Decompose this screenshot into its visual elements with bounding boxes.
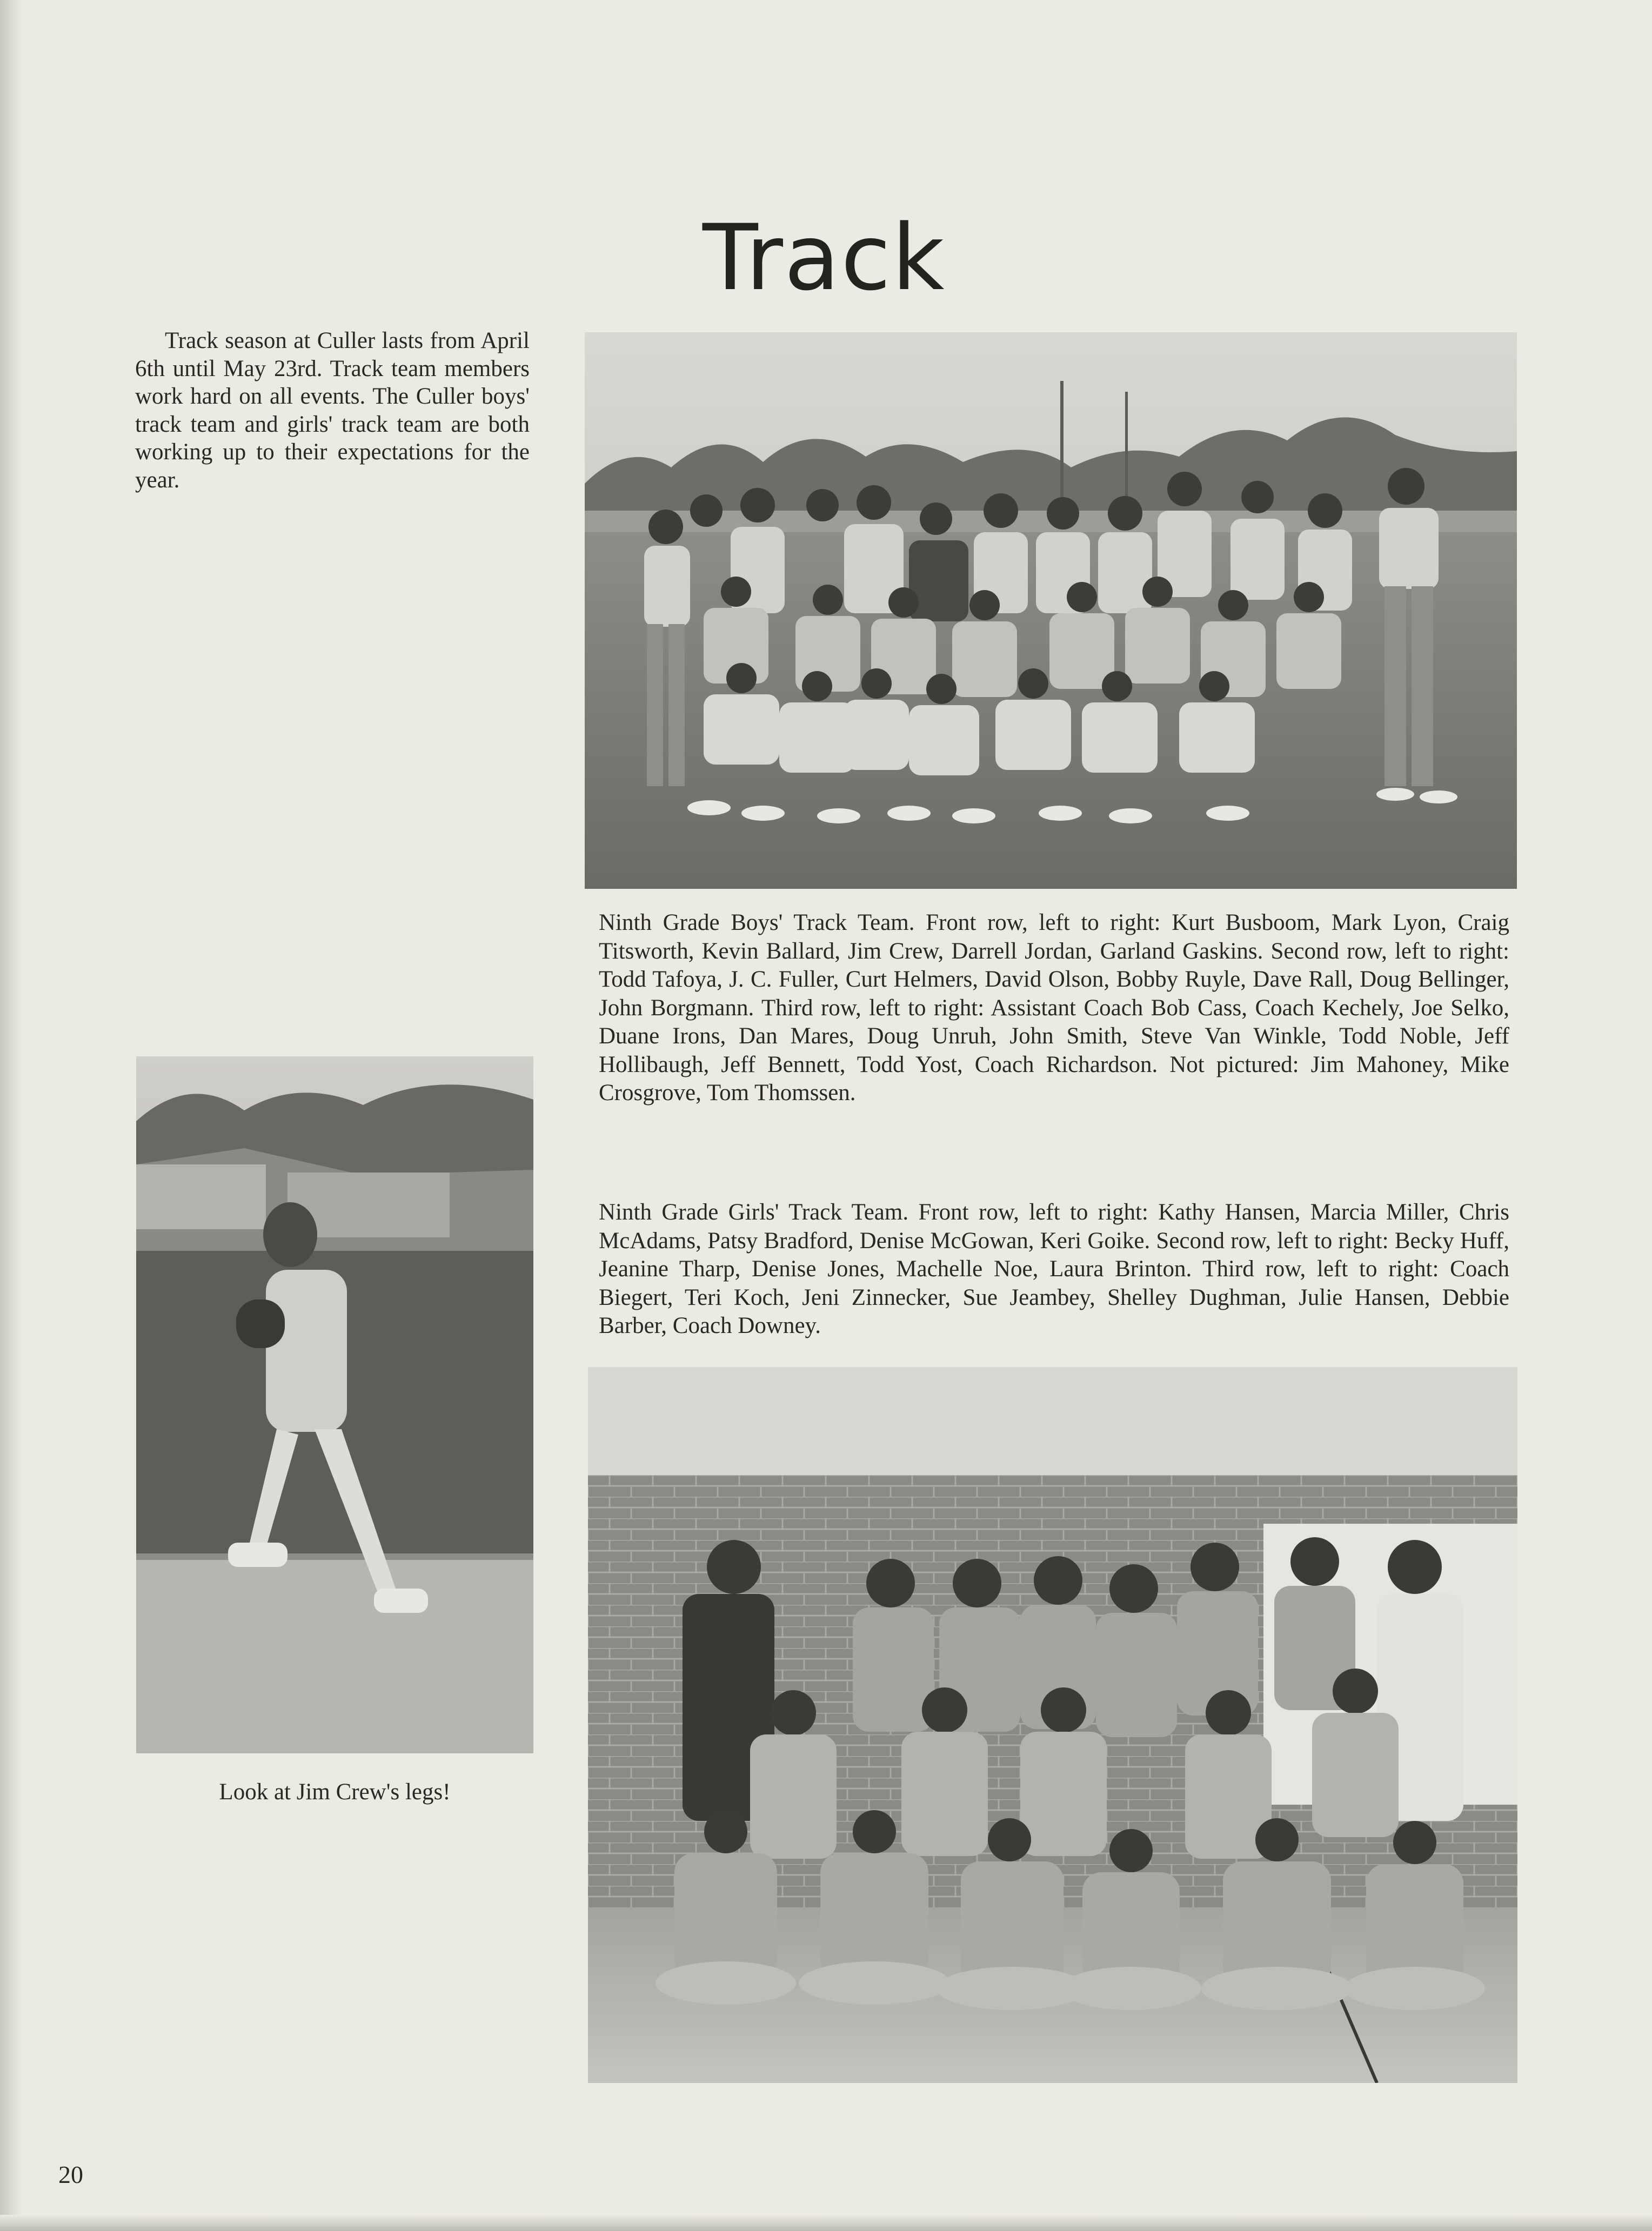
jim-crew-photo	[136, 1056, 533, 1753]
jim-crew-photo-caption: Look at Jim Crew's legs!	[219, 1779, 451, 1805]
boys-team-photo	[585, 332, 1517, 889]
girls-team-caption: Ninth Grade Girls' Track Team. Front row, left to right: Kathy Hansen, Marcia Miller, Chris McAdams, Patsy Bradford, Denise McGowan, Keri Goike. Second row, left to right: Becky Huff, Jeanine Tharp, Denise Jones, Machelle Noe, Laura Brinton. Third row, left to right: Coach Biegert, Teri Koch, Jeni Zinnecker, Sue Jeambey, Shelley Dughman, Julie Hansen, Debbie Barber, Coach Downey.	[599, 1200, 1509, 1338]
page-title: Track	[703, 204, 946, 311]
page-number: 20	[58, 2161, 83, 2188]
page-binding-shadow	[0, 0, 22, 2231]
girls-team-photo	[588, 1367, 1517, 2083]
boys-team-caption: Ninth Grade Boys' Track Team. Front row, left to right: Kurt Busboom, Mark Lyon, Craig Titsworth, Kevin Ballard, Jim Crew, Darrell Jordan, Garland Gaskins. Second row, left to right: Todd Tafoya, J. C. Fuller, Curt Helmers, David Olson, Bobby Ruyle, Dave Rall, Doug Bellinger, John Borgmann. Third row, left to right: Assistant Coach Bob Cass, Coach Kechely, Joe Selko, Duane Irons, Dan Mares, Doug Unruh, John Smith, Steve Van Winkle, Todd Noble, Jeff Hollibaugh, Jeff Bennett, Todd Yost, Coach Richardson. Not pictured: Jim Mahoney, Mike Crosgrove, Tom Thomssen.	[599, 910, 1509, 1106]
page-bottom-shadow	[0, 2215, 1652, 2231]
intro-paragraph: Track season at Culler lasts from April 6th until May 23rd. Track team members work hard on all events. The Culler boys' track team and girls' track team are both working up to their expectations for the year.	[135, 328, 530, 493]
